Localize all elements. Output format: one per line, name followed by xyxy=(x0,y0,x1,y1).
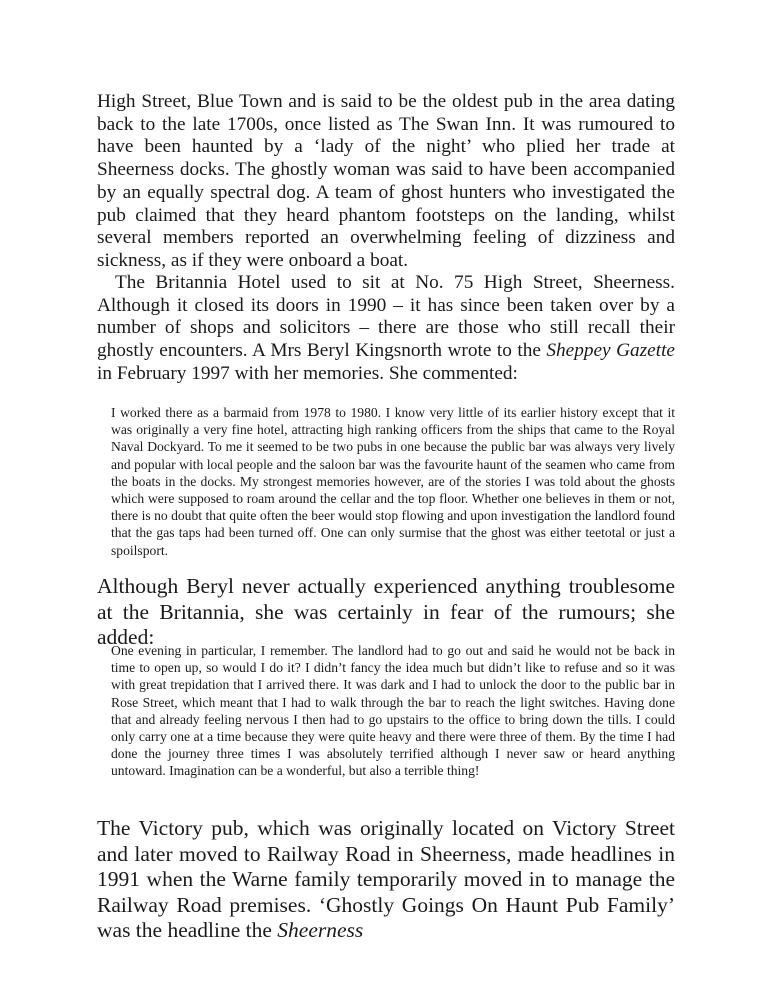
paragraph-text: The Victory pub, which was originally located on Victory Street and later moved to Railway Road in Sheerness, made headlines in 1991 when the Warne family temporarily moved in to manage the Railway Road premises. ‘Ghostly Goings On Haunt Pub Family’ was the headline the xyxy=(97,816,675,942)
paragraph-swan-inn xyxy=(97,91,675,273)
paragraph-victory-pub xyxy=(97,816,675,944)
newspaper-title: Sheppey Gazette xyxy=(546,340,675,362)
paragraph-britannia-hotel xyxy=(97,272,675,386)
quote-text: I worked there as a barmaid from 1978 to 1980. I know very little of its earlier history except that it was originally a very fine hotel, attracting high ranking officers from the ships that came to the Royal Naval Dockyard. To me it seemed to be two pubs in one because the public bar was always very lively and popular with local people and the saloon bar was the favourite haunt of the seamen who came from the boats in the docks. My strongest memories however, are of the stories I was told about the ghosts which were supposed to roam around the cellar and the top floor. Whether one believes in them or not, there is no doubt that quite often the beer would stop flowing and upon investigation the landlord found that the gas taps had been turned off. One can only surmise that the ghost was either teetotal or just a spoilsport. xyxy=(111,405,675,558)
newspaper-title: Sheerness xyxy=(277,918,364,942)
paragraph-text: in February 1997 with her memories. She commented: xyxy=(97,362,518,384)
paragraph-beryl-fear xyxy=(97,574,675,651)
paragraph-text: High Street, Blue Town and is said to be the oldest pub in the area dating back to the late 1700s, once listed as The Swan Inn. It was rumoured to have been haunted by a ‘lady of the night’ who plied her trade at Sheerness docks. The ghostly woman was said to have been accompanied by an equally spectral dog. A team of ghost hunters who investigated the pub claimed that they heard phantom footsteps on the landing, whilst several members reported an overwhelming feeling of dizziness and sickness, as if they were onboard a boat. xyxy=(97,91,675,271)
paragraph-text: The Britannia Hotel used to sit at No. 75 High Street, Sheerness. Although it closed its doors in 1990 – it has since been taken over by a number of shops and solicitors – there are those who still recall their ghostly encounters. A Mrs Beryl Kingsnorth wrote to the xyxy=(97,272,675,362)
quote-text: One evening in particular, I remember. The landlord had to go out and said he would not be back in time to open up, so would I do it? I didn’t fancy the idea much but didn’t like to refuse and so it was with great trepidation that I arrived there. It was dark and I had to unlock the door to the public bar in Rose Street, which meant that I had to walk through the bar to reach the light switches. Having done that and already feeling nervous I then had to go upstairs to the office to bring down the tills. I could only carry one at a time because they were quite heavy and there were three of them. By the time I had done the journey three times I was absolutely terrified although I never saw or heard anything untoward. Imagination can be a wonderful, but also a terrible thing! xyxy=(111,643,675,779)
paragraph-text: Although Beryl never actually experienced anything troublesome at the Britannia, she was certainly in fear of the rumours; she added: xyxy=(97,574,675,649)
block-quote-barmaid xyxy=(111,404,675,559)
block-quote-evening xyxy=(111,642,675,780)
